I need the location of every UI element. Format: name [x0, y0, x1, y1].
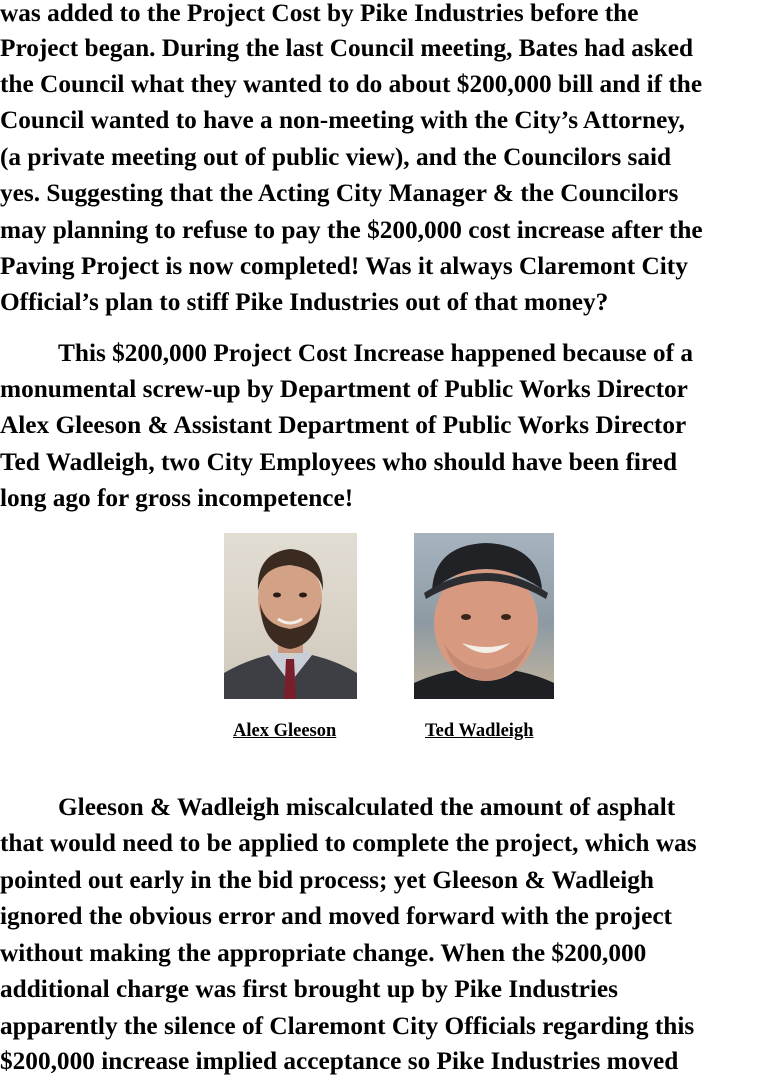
paragraph-1-line: (a private meeting out of public view), and the Councilors said: [0, 143, 672, 171]
paragraph-3-line: Gleeson & Wadleigh miscalculated the amount of asphalt: [58, 793, 676, 821]
paragraph-1-line: Official’s plan to stiff Pike Industries out of that money?: [0, 288, 609, 316]
paragraph-3-line: without making the appropriate change. When the $200,000: [0, 939, 647, 967]
paragraph-1-line: Council wanted to have a non-meeting with the City’s Attorney,: [0, 106, 685, 134]
paragraph-2-line: Ted Wadleigh, two City Employees who should have been fired: [0, 448, 678, 476]
paragraph-3-line: $200,000 increase implied acceptance so Pike Industries moved: [0, 1047, 679, 1075]
paragraph-3-line: apparently the silence of Claremont City Officials regarding this: [0, 1012, 695, 1040]
paragraph-1-line: was added to the Project Cost by Pike Industries before the: [0, 0, 639, 27]
paragraph-1-line: Project began. During the last Council meeting, Bates had asked: [0, 34, 694, 62]
paragraph-1-line: Paving Project is now completed! Was it always Claremont City: [0, 252, 688, 280]
portrait-image: [224, 533, 357, 699]
paragraph-3-line: pointed out early in the bid process; yet Gleeson & Wadleigh: [0, 866, 655, 894]
ted-wadleigh-photo: [414, 533, 554, 699]
paragraph-1-line: may planning to refuse to pay the $200,000 cost increase after the: [0, 216, 703, 244]
paragraph-1-line: yes. Suggesting that the Acting City Manager & the Councilors: [0, 179, 679, 207]
paragraph-3-line: ignored the obvious error and moved forward with the project: [0, 902, 672, 930]
paragraph-2-line: This $200,000 Project Cost Increase happened because of a: [58, 339, 693, 367]
photo-caption-ted-wadleigh: Ted Wadleigh: [425, 721, 534, 741]
paragraph-3-line: that would need to be applied to complete the project, which was: [0, 829, 697, 857]
paragraph-3-line: additional charge was first brought up by Pike Industries: [0, 975, 618, 1003]
paragraph-2-line: monumental screw-up by Department of Public Works Director: [0, 375, 688, 403]
photo-caption-alex-gleeson: Alex Gleeson: [233, 721, 337, 741]
portrait-image: [414, 533, 554, 699]
alex-gleeson-photo: [224, 533, 357, 699]
paragraph-1-line: the Council what they wanted to do about $200,000 bill and if the: [0, 70, 703, 98]
paragraph-2-line: long ago for gross incompetence!: [0, 484, 354, 512]
paragraph-2-line: Alex Gleeson & Assistant Department of Public Works Director: [0, 411, 687, 439]
